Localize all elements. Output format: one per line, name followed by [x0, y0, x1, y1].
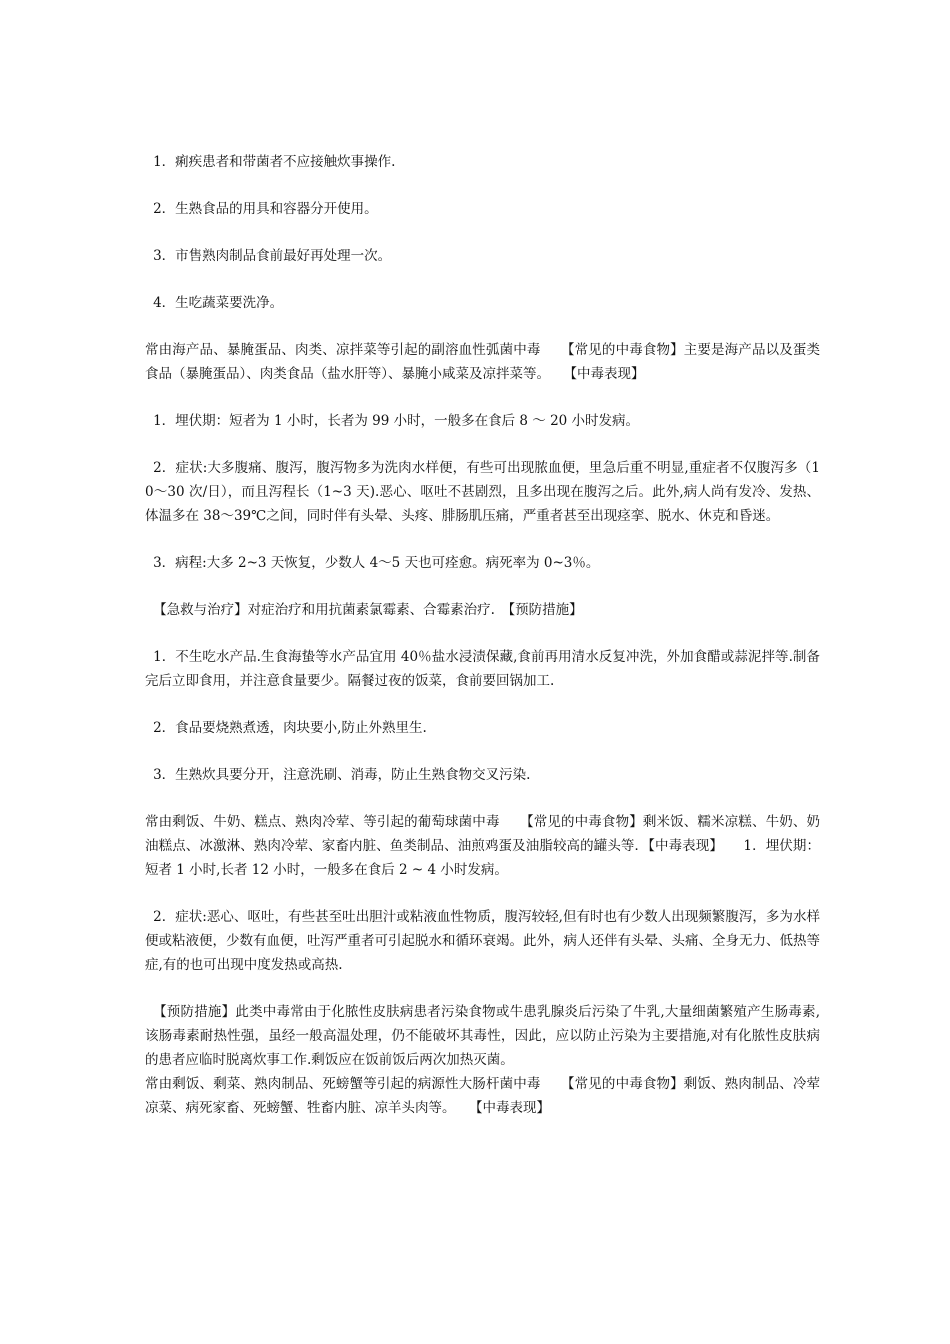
paragraph-prevention-4: 4．生吃蔬菜要洗净。 — [153, 295, 284, 311]
document-body — [145, 150, 820, 1120]
paragraph-staph-prevention: 【预防措施】此类中毒常由于化脓性皮肤病患者污染食物或牛患乳腺炎后污染了牛乳,大量细菌繁殖产生肠毒素,该肠毒素耐热性强，虽经一般高温处理，仍不能破坏其毒性，因此，应以防止污染为主要措施,对有化脓性皮肤病的患者应临时脱离炊事工作.剩饭应在饭前饭后两次加热灭菌。 — [145, 1004, 820, 1068]
paragraph-staph-symptoms: 2．症状:恶心、呕吐，有些甚至吐出胆汁或粘液血性物质，腹泻较轻,但有时也有少数人出现频繁腹泻，多为水样便或粘液便，少数有血便，吐泻严重者可引起脱水和循环衰竭。此外，病人还伴有头晕、头痛、全身无力、低热等症,有的也可出现中度发热或高热. — [145, 909, 820, 973]
paragraph-vibrio-symptoms: 2．症状:大多腹痛、腹泻，腹泻物多为洗肉水样便，有些可出现脓血便，里急后重不明显,重症者不仅腹泻多（10～30 次/日），而且泻程长（1~3 天).恶心、呕吐不甚剧烈，且多出现在腹泻之后。此外,病人尚有发冷、发热、体温多在 38～39℃之间，同时伴有头晕、头疼、腓肠肌压痛，严重者甚至出现痉挛、脱水、休克和昏迷。 — [145, 460, 820, 524]
paragraph-vibrio-prevention-2: 2．食品要烧熟煮透，肉块要小,防止外熟里生. — [153, 720, 427, 736]
paragraph-vibrio-incubation: 1．埋伏期：短者为 1 小时，长者为 99 小时，一般多在食后 8 ～ 20 小时发病。 — [153, 413, 640, 429]
paragraph-prevention-2: 2．生熟食品的用具和容器分开使用。 — [153, 201, 378, 217]
paragraph-vibrio-prevention-1: 1．不生吃水产品.生食海蛰等水产品宜用 40％盐水浸渍保藏,食前再用清水反复冲洗，外加食醋或蒜泥拌等.制备完后立即食用，并注意食量要少。隔餐过夜的饭菜，食前要回锅加工. — [145, 649, 820, 689]
paragraph-vibrio-intro: 常由海产品、暴腌蛋品、肉类、凉拌菜等引起的副溶血性弧菌中毒 【常见的中毒食物】主要是海产品以及蛋类食品（暴腌蛋品）、肉类食品（盐水肝等）、暴腌小咸菜及凉拌菜等。 【中毒表现】 — [145, 342, 820, 382]
paragraph-ecoli-intro: 常由剩饭、剩菜、熟肉制品、死螃蟹等引起的病源性大肠杆菌中毒 【常见的中毒食物】剩饭、熟肉制品、冷荤凉菜、病死家畜、死螃蟹、牲畜内脏、凉羊头肉等。 【中毒表现】 — [145, 1076, 820, 1116]
paragraph-prevention-3: 3．市售熟肉制品食前最好再处理一次。 — [153, 248, 392, 264]
paragraph-staph-intro: 常由剩饭、牛奶、糕点、熟肉冷荤、等引起的葡萄球菌中毒 【常见的中毒食物】剩米饭、糯米凉糕、牛奶、奶油糕点、冰激淋、熟肉冷荤、家畜内脏、鱼类制品、油煎鸡蛋及油脂较高的罐头等．【中毒表现】 1．埋伏期：短者 1 小时,长者 12 小时，一般多在食后 2 ~ 4 小时发病。 — [145, 814, 820, 878]
paragraph-vibrio-prevention-3: 3．生熟炊具要分开，注意洗刷、消毒，防止生熟食物交叉污染. — [153, 767, 531, 783]
paragraph-vibrio-treatment: 【急救与治疗】对症治疗和用抗菌素氯霉素、合霉素治疗. 【预防措施】 — [153, 602, 583, 618]
paragraph-prevention-1: 1．痢疾患者和带菌者不应接触炊事操作. — [153, 154, 396, 170]
paragraph-vibrio-course: 3．病程:大多 2~3 天恢复，少数人 4～5 天也可痊愈。病死率为 0~3％。 — [153, 555, 600, 571]
